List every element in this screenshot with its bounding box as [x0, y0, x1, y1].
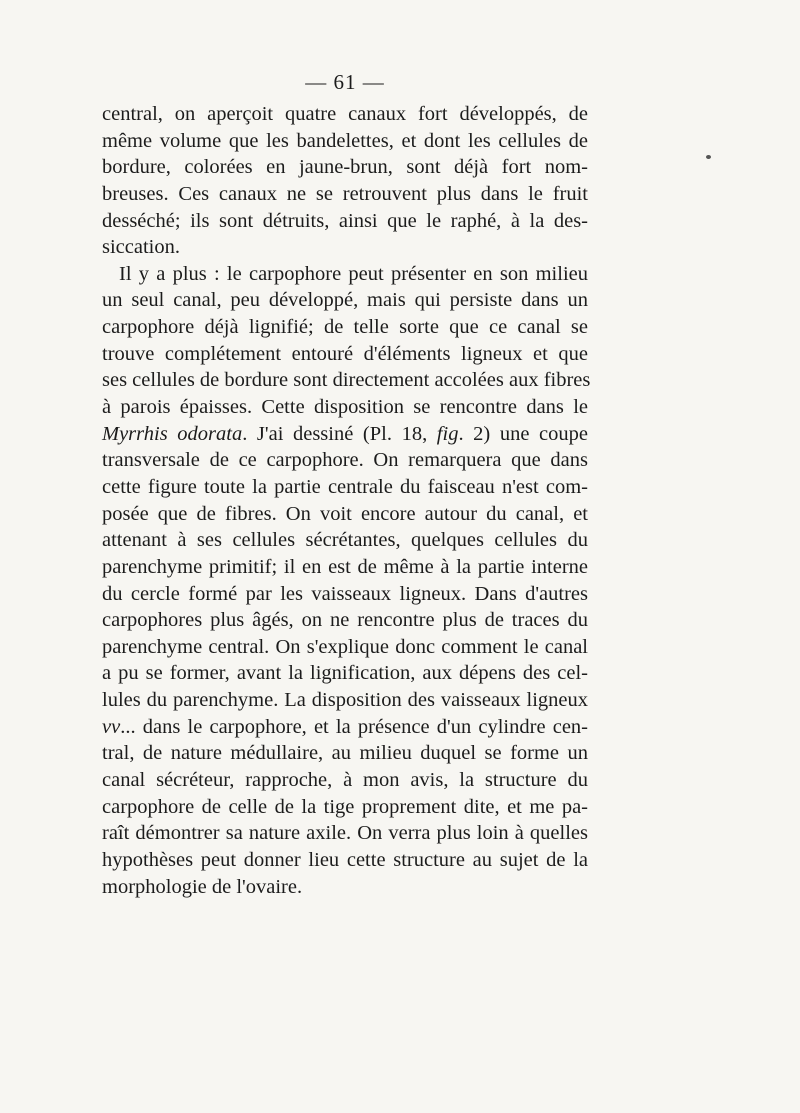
text-line: à parois épaisses. Cette disposition se rencontre dans le — [102, 396, 588, 419]
text-line: lules du parenchyme. La disposition des vaisseaux ligneux — [102, 689, 588, 712]
text-line: desséché; ils sont détruits, ainsi que le raphé, à la des- — [102, 209, 588, 232]
text-line: posée que de fibres. On voit encore autour du canal, et — [102, 502, 588, 525]
text-line: trouve complétement entouré d'éléments ligneux et que — [102, 342, 588, 365]
text-line: carpophores plus âgés, on ne rencontre plus de traces du — [102, 609, 588, 632]
text-line: breuses. Ces canaux ne se retrouvent plus dans le fruit — [102, 182, 588, 205]
text-line: bordure, colorées en jaune-brun, sont déjà fort nom- — [102, 156, 588, 179]
page-number: — 61 — — [305, 70, 385, 94]
text-line: Il y a plus : le carpophore peut présenter en son milieu — [119, 262, 588, 285]
text-line: siccation. — [102, 236, 180, 259]
text-line: parenchyme central. On s'explique donc comment le canal — [102, 635, 588, 658]
text-line: un seul canal, peu développé, mais qui persiste dans un — [102, 289, 588, 312]
text-line: raît démontrer sa nature axile. On verra plus loin à quelles — [102, 822, 588, 845]
text-line: morphologie de l'ovaire. — [102, 875, 303, 898]
text-line: a pu se former, avant la lignification, aux dépens des cel- — [102, 662, 588, 685]
text-line: carpophore déjà lignifié; de telle sorte que ce canal se — [102, 316, 588, 339]
text-line: transversale de ce carpophore. On remarquera que dans — [102, 449, 588, 472]
text-line: canal sécréteur, rapproche, à mon avis, la structure du — [102, 769, 588, 792]
text-line: même volume que les bandelettes, et dont les cellules de — [102, 129, 588, 152]
text-line-italic: vv... dans le carpophore, et la présence d'un cylindre cen- — [102, 715, 588, 738]
text-line-italic: Myrrhis odorata. J'ai dessiné (Pl. 18, fig. 2) une coupe — [102, 422, 588, 445]
text-line: du cercle formé par les vaisseaux ligneux. Dans d'autres — [102, 582, 588, 605]
text-line: central, on aperçoit quatre canaux fort développés, de — [102, 103, 588, 125]
text-line: cette figure toute la partie centrale du faisceau n'est com- — [102, 475, 588, 498]
text-line: carpophore de celle de la tige proprement dite, et me pa- — [102, 795, 588, 818]
text-line: attenant à ses cellules sécrétantes, quelques cellules du — [102, 529, 588, 552]
text-line: tral, de nature médullaire, au milieu duquel se forme un — [102, 742, 588, 765]
text-line: hypothèses peut donner lieu cette structure au sujet de la — [102, 848, 588, 871]
body-text — [102, 101, 591, 900]
text-line: parenchyme primitif; il en est de même à la partie interne — [102, 555, 588, 578]
text-line: ses cellules de bordure sont directement accolées aux fibres — [102, 369, 591, 392]
ink-speck — [706, 155, 711, 159]
